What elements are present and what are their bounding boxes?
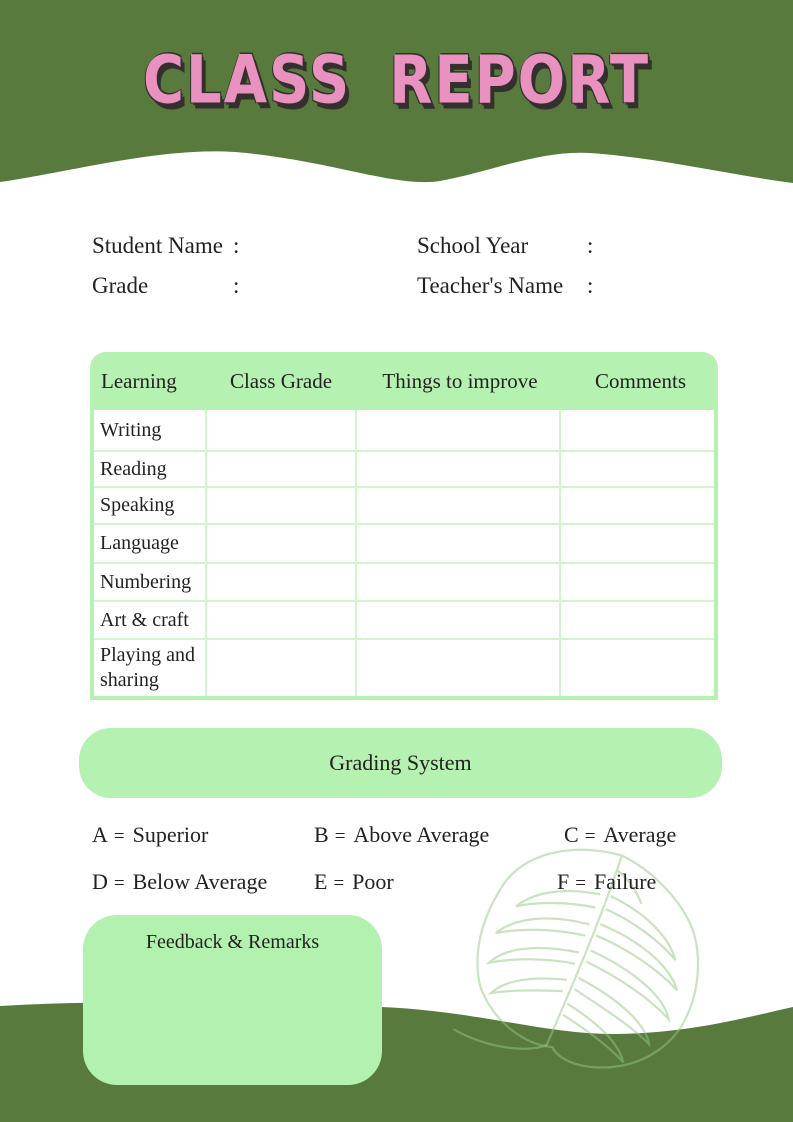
row-label: Art & craft — [94, 602, 207, 640]
row-label: Playing and sharing — [94, 640, 207, 696]
table-cell[interactable] — [357, 410, 561, 452]
table-header-row — [90, 352, 718, 410]
page-title — [0, 19, 793, 142]
table-cell[interactable] — [357, 640, 561, 696]
table-cell[interactable] — [357, 452, 561, 488]
grade-term: Above Average — [353, 822, 490, 847]
grade-key-b — [314, 822, 489, 848]
equals-sign: = — [575, 873, 586, 894]
table-row — [94, 525, 714, 564]
table-row — [94, 602, 714, 640]
row-label: Writing — [94, 410, 207, 452]
colon: : — [233, 233, 240, 258]
equals-sign: = — [334, 826, 346, 847]
table-row — [94, 488, 714, 525]
table-cell[interactable] — [207, 640, 357, 696]
table-cell[interactable] — [357, 488, 561, 525]
teacher-name-field — [417, 273, 689, 299]
grade-key-c — [564, 822, 676, 848]
row-label: Speaking — [94, 488, 207, 525]
table-cell[interactable] — [357, 564, 561, 602]
page-title-word: CLASS — [142, 41, 352, 119]
table-cell[interactable] — [357, 602, 561, 640]
table-cell[interactable] — [207, 452, 357, 488]
learning-table — [90, 352, 718, 700]
table-body — [90, 410, 718, 700]
grade-label: Grade — [92, 273, 149, 298]
grade-letter: E — [314, 869, 328, 894]
column-header-things-to-improve: Things to improve — [382, 368, 538, 393]
row-label: Numbering — [94, 564, 207, 602]
feedback-remarks-title: Feedback & Remarks — [145, 931, 320, 953]
table-row — [94, 452, 714, 488]
feedback-remarks-box — [83, 915, 382, 1085]
grade-term: Failure — [593, 869, 657, 894]
teacher-name-label: Teacher's Name — [417, 273, 564, 298]
table-row — [94, 564, 714, 602]
grade-letter: F — [557, 869, 570, 894]
grade-letter: C — [564, 822, 579, 847]
colon: : — [587, 273, 594, 298]
equals-sign: = — [113, 826, 125, 847]
grade-term: Average — [603, 822, 677, 847]
grade-key-d — [92, 869, 267, 895]
row-label: Reading — [94, 452, 207, 488]
table-cell[interactable] — [561, 410, 714, 452]
school-year-field — [417, 233, 689, 259]
grading-system-title: Grading System — [329, 750, 472, 775]
grade-letter: B — [314, 822, 329, 847]
equals-sign: = — [584, 826, 596, 847]
grade-term: Superior — [132, 822, 209, 847]
column-header-comments: Comments — [594, 368, 686, 393]
table-cell[interactable] — [207, 525, 357, 564]
student-name-label: Student Name — [92, 233, 223, 258]
equals-sign: = — [333, 873, 345, 894]
grade-term: Poor — [352, 869, 394, 894]
grade-key-e — [314, 869, 394, 895]
grade-term: Below Average — [132, 869, 268, 894]
table-cell[interactable] — [357, 525, 561, 564]
table-cell[interactable] — [207, 488, 357, 525]
row-label: Language — [94, 525, 207, 564]
column-header-learning: Learning — [101, 368, 177, 393]
table-cell[interactable] — [561, 452, 714, 488]
grading-system-banner — [79, 728, 722, 798]
table-cell[interactable] — [561, 564, 714, 602]
grade-field — [92, 273, 335, 299]
grade-key-a — [92, 822, 208, 848]
table-row — [94, 640, 714, 696]
grade-key-f — [557, 869, 656, 895]
school-year-label: School Year — [417, 233, 529, 258]
table-cell[interactable] — [207, 564, 357, 602]
page-title-word: REPORT — [389, 41, 651, 119]
table-cell[interactable] — [207, 602, 357, 640]
grade-letter: D — [92, 869, 108, 894]
grade-letter: A — [92, 822, 108, 847]
table-cell[interactable] — [561, 488, 714, 525]
table-cell[interactable] — [561, 602, 714, 640]
equals-sign: = — [113, 873, 125, 894]
table-cell[interactable] — [207, 410, 357, 452]
student-name-field — [92, 233, 335, 259]
table-cell[interactable] — [561, 525, 714, 564]
feedback-content-area[interactable] — [83, 954, 382, 1064]
column-header-class-grade: Class Grade — [229, 368, 333, 393]
table-row — [94, 410, 714, 452]
colon: : — [233, 273, 240, 298]
table-cell[interactable] — [561, 640, 714, 696]
colon: : — [587, 233, 594, 258]
